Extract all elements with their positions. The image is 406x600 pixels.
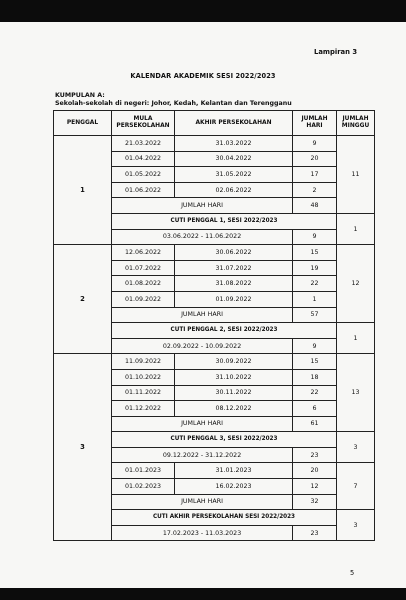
total-days-value: 57: [293, 307, 337, 323]
start-date: 01.08.2022: [112, 276, 175, 292]
term-1-label: 1: [54, 136, 112, 245]
end-date: 30.04.2022: [175, 151, 293, 167]
end-date: 31.03.2022: [175, 136, 293, 152]
term-3-label: 3: [54, 354, 112, 541]
day-count: 19: [293, 260, 337, 276]
break-title: CUTI PENGGAL 2, SESI 2022/2023: [112, 323, 337, 339]
break-weeks: 3: [337, 432, 375, 463]
start-date: 01.12.2022: [112, 401, 175, 417]
end-date: 08.12.2022: [175, 401, 293, 417]
day-count: 9: [293, 136, 337, 152]
break-days: 9: [293, 338, 337, 354]
break-weeks: 1: [337, 213, 375, 244]
start-date: 11.09.2022: [112, 354, 175, 370]
total-days-label: JUMLAH HARI: [112, 416, 293, 432]
term-3b-weeks: 7: [337, 463, 375, 510]
day-count: 6: [293, 401, 337, 417]
total-days-label: JUMLAH HARI: [112, 307, 293, 323]
end-date: 30.06.2022: [175, 245, 293, 261]
day-count: 17: [293, 167, 337, 183]
day-count: 15: [293, 354, 337, 370]
start-date: 01.09.2022: [112, 291, 175, 307]
start-date: 01.04.2022: [112, 151, 175, 167]
break-days: 23: [293, 447, 337, 463]
academic-calendar-table: [53, 110, 375, 541]
end-date: 31.01.2023: [175, 463, 293, 479]
bottom-dark-border: [0, 588, 406, 600]
end-date: 31.08.2022: [175, 276, 293, 292]
end-date: 01.09.2022: [175, 291, 293, 307]
table-row: [54, 136, 375, 152]
break-days: 23: [293, 525, 337, 541]
header-end: AKHIR PERSEKOLAHAN: [175, 111, 293, 136]
total-days-value: 48: [293, 198, 337, 214]
break-days: 9: [293, 229, 337, 245]
total-days-value: 61: [293, 416, 337, 432]
end-date: 31.10.2022: [175, 369, 293, 385]
break-dates: 17.02.2023 - 11.03.2023: [112, 525, 293, 541]
term-3-weeks: 13: [337, 354, 375, 432]
day-count: 2: [293, 182, 337, 198]
total-days-value: 32: [293, 494, 337, 510]
break-title: CUTI PENGGAL 3, SESI 2022/2023: [112, 432, 337, 448]
annex-label: Lampiran 3: [314, 48, 358, 56]
day-count: 12: [293, 479, 337, 495]
end-date: 31.07.2022: [175, 260, 293, 276]
header-weeks: JUMLAH MINGGU: [337, 111, 375, 136]
end-date: 30.11.2022: [175, 385, 293, 401]
start-date: 01.10.2022: [112, 369, 175, 385]
table-row: [54, 245, 375, 261]
day-count: 22: [293, 385, 337, 401]
break-dates: 03.06.2022 - 11.06.2022: [112, 229, 293, 245]
document-title: KALENDAR AKADEMIK SESI 2022/2023: [130, 72, 276, 80]
end-date: 30.09.2022: [175, 354, 293, 370]
day-count: 20: [293, 151, 337, 167]
break-weeks: 1: [337, 323, 375, 354]
group-label: KUMPULAN A:: [55, 92, 105, 99]
break-weeks: 3: [337, 510, 375, 541]
break-dates: 02.09.2022 - 10.09.2022: [112, 338, 293, 354]
term-2-label: 2: [54, 245, 112, 354]
break-title: CUTI AKHIR PERSEKOLAHAN SESI 2022/2023: [112, 510, 337, 526]
break-dates: 09.12.2022 - 31.12.2022: [112, 447, 293, 463]
day-count: 1: [293, 291, 337, 307]
top-dark-border: [0, 0, 406, 22]
day-count: 18: [293, 369, 337, 385]
break-title: CUTI PENGGAL 1, SESI 2022/2023: [112, 213, 337, 229]
end-date: 31.05.2022: [175, 167, 293, 183]
day-count: 22: [293, 276, 337, 292]
start-date: 01.01.2023: [112, 463, 175, 479]
states-line: Sekolah-sekolah di negeri: Johor, Kedah, Kelantan dan Terengganu: [55, 100, 292, 107]
table-row: [54, 354, 375, 370]
start-date: 01.05.2022: [112, 167, 175, 183]
start-date: 12.06.2022: [112, 245, 175, 261]
start-date: 21.03.2022: [112, 136, 175, 152]
end-date: 02.06.2022: [175, 182, 293, 198]
total-days-label: JUMLAH HARI: [112, 494, 293, 510]
start-date: 01.02.2023: [112, 479, 175, 495]
term-1-weeks: 11: [337, 136, 375, 214]
total-days-label: JUMLAH HARI: [112, 198, 293, 214]
start-date: 01.11.2022: [112, 385, 175, 401]
term-2-weeks: 12: [337, 245, 375, 323]
header-start: MULA PERSEKOLAHAN: [112, 111, 175, 136]
table-header-row: [54, 111, 375, 136]
end-date: 16.02.2023: [175, 479, 293, 495]
start-date: 01.06.2022: [112, 182, 175, 198]
day-count: 15: [293, 245, 337, 261]
page-number: 5: [350, 569, 355, 577]
start-date: 01.07.2022: [112, 260, 175, 276]
day-count: 20: [293, 463, 337, 479]
header-term: PENGGAL: [54, 111, 112, 136]
header-days: JUMLAH HARI: [293, 111, 337, 136]
